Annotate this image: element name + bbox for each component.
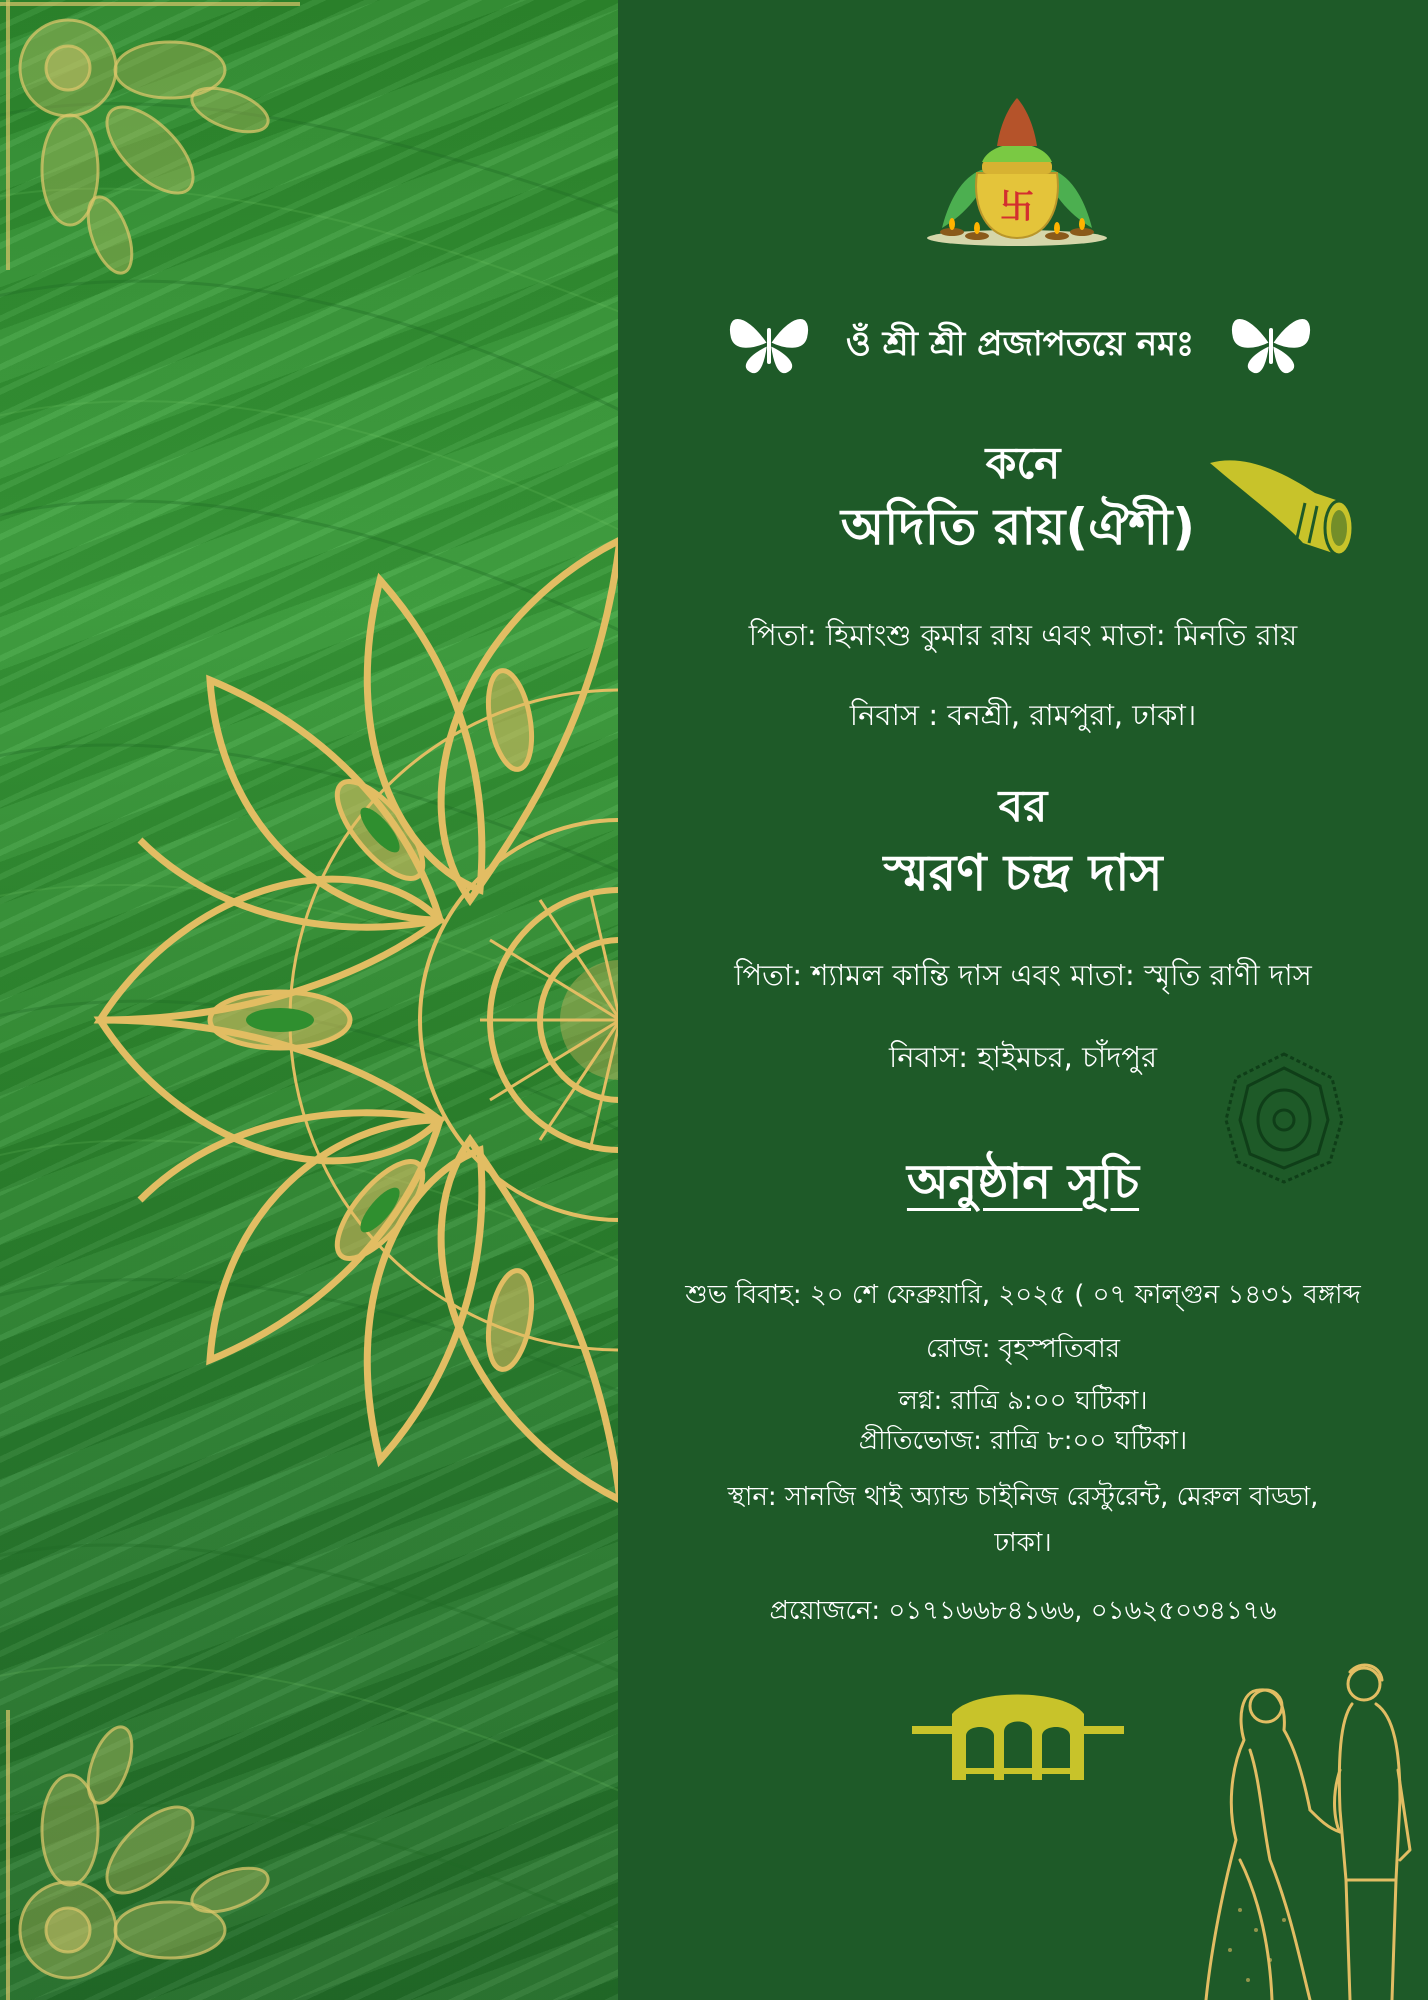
venue-line-1: স্থান: সানজি থাই অ্যান্ড চাইনিজ রেস্টুরেন্ট, মেরুল বাড্ডা,: [727, 1482, 1319, 1512]
floral-corner-icon: [0, 0, 300, 300]
wedding-date: শুভ বিবাহ: ২০ শে ফেব্রুয়ারি, ২০২৫ ( ০৭ ফাল্গুন ১৪৩১ বঙ্গাব্দ: [685, 1280, 1361, 1310]
wedding-day: রোজ: বৃহস্পতিবার: [926, 1334, 1120, 1364]
mandala-icon: [80, 500, 618, 1540]
bride-parents: পিতা: হিমাংশু কুমার রায় এবং মাতা: মিনতি রায়: [748, 618, 1298, 652]
program-heading: অনুষ্ঠান সূচি: [906, 1154, 1140, 1210]
lagna-time: লগ্ন: রাত্রি ৯:০০ ঘটিকা।: [898, 1386, 1148, 1416]
floral-corner-icon: [0, 1680, 300, 2000]
groom-label: বর: [998, 781, 1048, 832]
svg-text:卐: 卐: [1000, 187, 1034, 227]
contact-numbers: প্রয়োজনে: ০১৭১৬৬৮৪১৬৬, ০১৬২৫০৩৪১৭৬: [769, 1596, 1277, 1626]
bride-label: কনে: [985, 438, 1061, 489]
bride-name: অদিতি রায়(ঐশী): [840, 498, 1196, 556]
kalash-icon: [922, 98, 1112, 248]
palanquin-icon: [912, 1684, 1124, 1784]
invocation-text: ওঁ শ্রী শ্রী প্রজাপতয়ে নমঃ: [845, 324, 1195, 364]
butterfly-icon: [724, 308, 814, 378]
groom-address: নিবাস: হাইমচর, চাঁদপুর: [888, 1040, 1158, 1074]
bride-address: নিবাস : বনশ্রী, রামপুরা, ঢাকা।: [849, 698, 1197, 732]
venue-line-2: ঢাকা।: [994, 1528, 1052, 1558]
left-decorative-panel: [0, 0, 618, 2000]
butterfly-icon: [1226, 308, 1316, 378]
groom-parents: পিতা: শ্যামল কান্তি দাস এবং মাতা: স্মৃতি রাণী দাস: [734, 958, 1312, 992]
couple-silhouette-icon: [1200, 1660, 1428, 2000]
groom-name: স্মরণ চন্দ্র দাস: [883, 844, 1163, 902]
conch-horn-icon: [1205, 448, 1355, 558]
reception-time: প্রীতিভোজ: রাত্রি ৮:০০ ঘটিকা।: [858, 1426, 1188, 1456]
